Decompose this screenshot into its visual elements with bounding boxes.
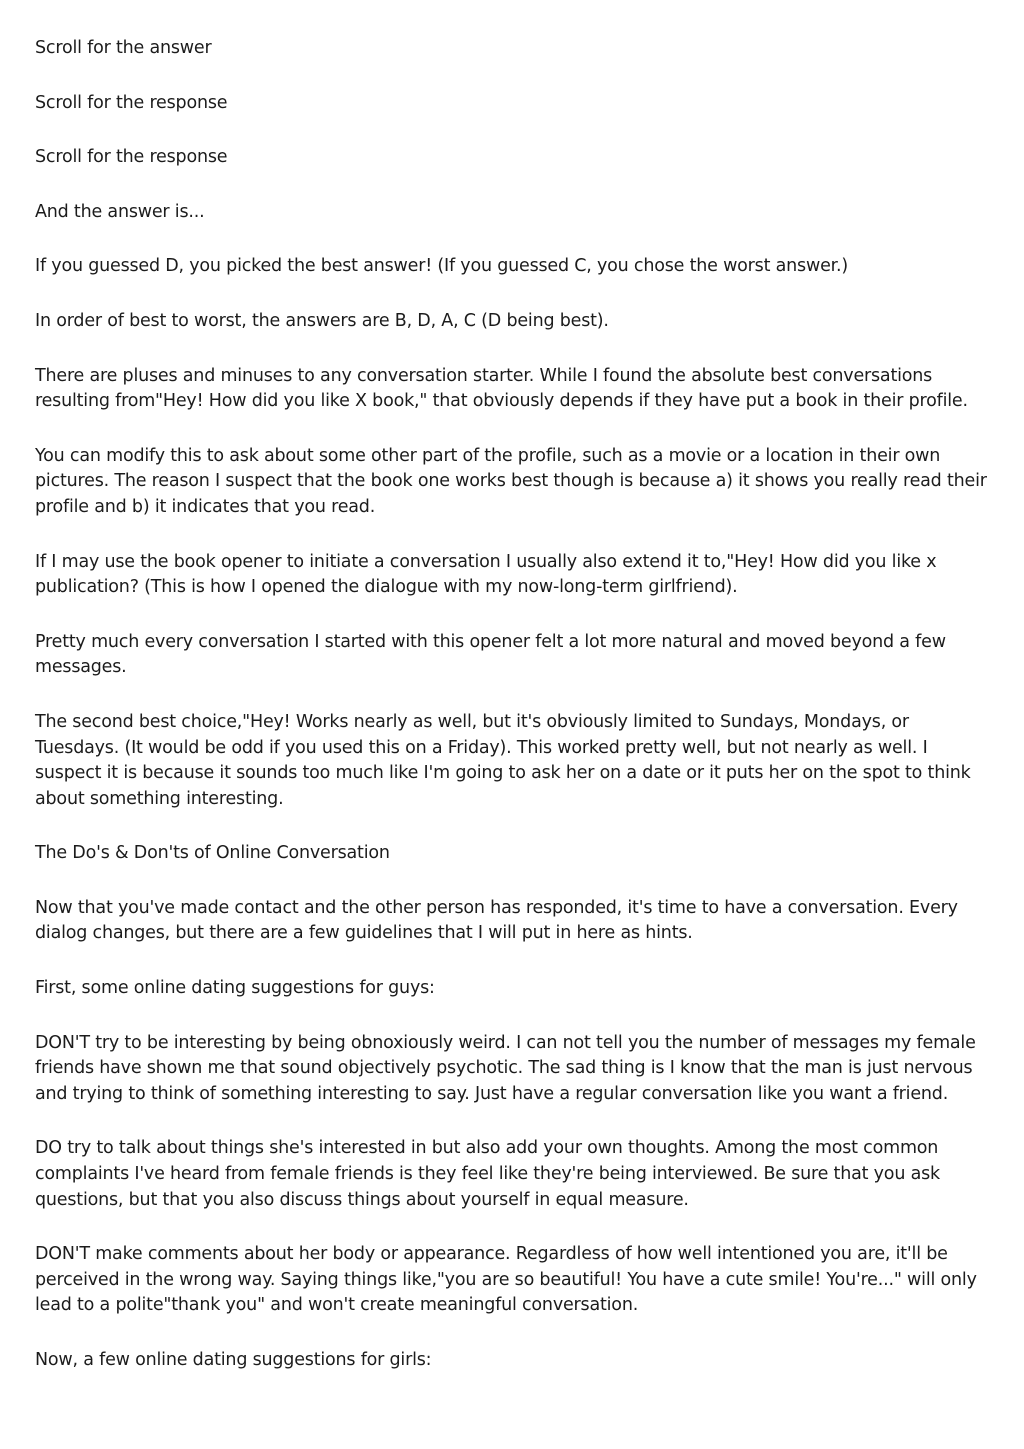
paragraph-answer-order: In order of best to worst, the answers are B, D, A, C (D being best). xyxy=(35,310,609,331)
paragraph-made-contact: Now that you've made contact and the other person has responded, it's time to have a conversation. Every dialog changes, but there are a few guidelines that I will put in here as hints. xyxy=(35,897,958,944)
paragraph-dont-appearance: DON'T make comments about her body or appearance. Regardless of how well intentioned you are, it'll be perceived in the wrong way. Saying things like,"you are so beautiful! You have a cute smile! You're..." will only lead to a polite"thank you" and won't create meaningful conversation. xyxy=(35,1244,977,1316)
paragraph-scroll-answer: Scroll for the answer xyxy=(35,38,212,58)
paragraph-pluses-minuses: There are pluses and minuses to any conversation starter. While I found the absolute best conversations resulting from"Hey! How did you like X book," that obviously depends if they have put a book in their profile. xyxy=(35,365,968,412)
article-body xyxy=(35,36,995,1403)
paragraph-answer-intro: And the answer is... xyxy=(35,201,205,222)
paragraph-scroll-response-2: Scroll for the response xyxy=(35,147,228,168)
paragraph-do-talk: DO try to talk about things she's interested in but also add your own thoughts. Among the most common complaints I've heard from female friends is they feel like they're being interviewed. Be sure that you ask questions, but that you also discuss things about yourself in equal measure. xyxy=(35,1138,940,1210)
paragraph-book-opener: If I may use the book opener to initiate a conversation I usually also extend it to,"Hey! How did you like x publication? (This is how I opened the dialogue with my now-long-term girlfriend). xyxy=(35,551,937,598)
paragraph-second-best: The second best choice,"Hey! Works nearly as well, but it's obviously limited to Sundays, Mondays, or Tuesdays. (It would be odd if you used this on a Friday). This worked pretty well, but not nearly as well. I suspect it is because it sounds too much like I'm going to ask her on a date or it puts her on the spot to think about something interesting. xyxy=(35,711,971,809)
paragraph-dont-weird: DON'T try to be interesting by being obnoxiously weird. I can not tell you the number of messages my female friends have shown me that sound objectively psychotic. The sad thing is I know that the man is just nervous and trying to think of something interesting to say. Just have a regular conversation like you want a friend. xyxy=(35,1032,976,1104)
paragraph-guys-intro: First, some online dating suggestions for guys: xyxy=(35,978,435,999)
paragraph-guess-result: If you guessed D, you picked the best answer! (If you guessed C, you chose the worst answer.) xyxy=(35,256,849,277)
paragraph-modify-opener: You can modify this to ask about some other part of the profile, such as a movie or a location in their own pictures. The reason I suspect that the book one works best though is because a) it shows you really read their profile and b) it indicates that you read. xyxy=(35,445,987,517)
paragraph-girls-intro: Now, a few online dating suggestions for girls: xyxy=(35,1350,432,1370)
paragraph-scroll-response-1: Scroll for the response xyxy=(35,92,228,113)
section-heading-dos-donts: The Do's & Don'ts of Online Conversation xyxy=(35,843,390,864)
paragraph-natural-conversation: Pretty much every conversation I started with this opener felt a lot more natural and moved beyond a few messages. xyxy=(35,631,946,678)
